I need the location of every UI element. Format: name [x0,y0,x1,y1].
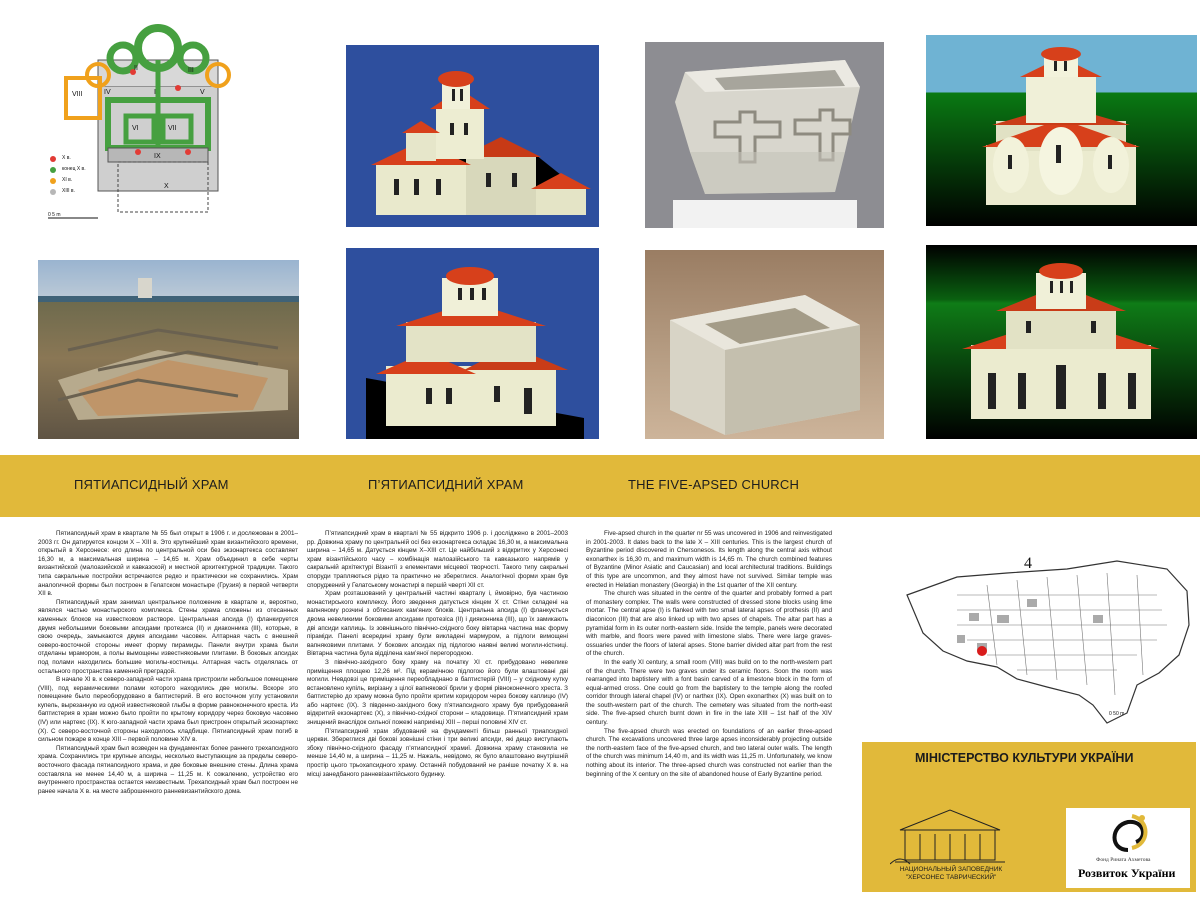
stone-font-excavated-photo [645,250,884,439]
text-column-english [586,530,832,779]
church-render-west [926,245,1197,439]
paragraph: In the early XI century, a small room (VIII) was build on to the north-western part of the church. There were two graves under its ceramic floors. Soon the room was rearranged into baptistery with a font basin carved of a limestone block in the form of equal-armed cross. One could go from the baptistery to the temple along the roofed corridor through lateral chapel (IV) or narthex (IX). Open exonarthex (X) was built on to the south-western part of the church. The cemetery was situated from the north-east side. The five-apsed church burnt down in fire in the late XIII – 1st half of the XIV century. [586,658,832,727]
fund-logo-card [1066,808,1190,888]
paragraph: Пятиапсидный храм занимал центральное положение в квартале и, вероятно, являлся частью монастырского комплекса. Стены храма сложены из отесанных каменных блоков на известковом растворе. Центральная апсида (I) фланкируется двумя небольшими боковыми апсидами протезиса (II) и диаконника (III), которые, в свою очередь, замыкаются двумя апсидами часовен. Алтарная часть с внешней северо-восточной стороны имеет форму пирамиды. Панели внутри храма были отделаны мрамором, а полы вымощены известняковыми плитами. В боковых апсидах под полами находились большие могилы-костницы. Алтарная часть отделялась от остального пространства каменной преградой. [38,598,298,675]
paragraph: Храм розташований у центральній частині кварталу і, ймовірно, був частиною монастирського комплексу. Його зведення датується кінцем X ст. Стіни складені на вапняному розчині з обтесаних кам’яних блоків. Центральна апсида (I) фланкується двома невеликими боковими апсидами протезіса (II) і дияконника (III), що їх замикають дві апсиди каплиць. Із зовнішнього північно-східного боку вівтарна частина має форму піраміди. Панелі всередині храму були викладені мармуром, а підлоги вимощені вапняковими плитами. У бокових апсидах під підлогою наявні великі могили-кістниці. Вівтарна частина була відділена кам’яної перегородкою. [307,590,568,658]
church-render-front [346,45,599,227]
plan-label-vi: VI [132,125,139,132]
legend-label: XIII в. [62,188,75,194]
reserve-line1: НАЦИОНАЛЬНЫЙ ЗАПОВЕДНИК [899,866,1003,873]
map-number: 4 [1024,555,1032,572]
plan-label-x: X [164,183,169,190]
paragraph: Пятиапсидный храм в квартале № 55 был открыт в 1906 г. и дослежован в 2001–2003 гг. Он датируется концом X – XIII в. Это крупнейший храм византийского времени, открытый в Херсонесе: его длина по центральной оси без экзонартекса составляет 16,30 м, а максимальная ширина – 14,65 м. Храм объединил в себе черты византийской (малоазийской и кавказской) и местной архитектурной традиции. Такого типа сакральные постройки встречаются редко и практически не сохранились. Храм аналогичной формы был построен в Гелатском монастыре (Грузия) в первой четверти XII в. [38,530,298,598]
fund-big-label: Розвиток України [1078,866,1176,880]
reserve-building-logo [890,800,1010,866]
text-column-russian [38,530,298,796]
plan-label-i: I [154,89,156,96]
title-english: THE FIVE-APSED CHURCH [628,477,800,492]
plan-label-ii: II [134,65,138,72]
paragraph: The five-apsed church was erected on foundations of an earlier three-apsed church. The excavations uncovered three large apses inconsiderably projecting outside the north-eastern face of the five-apsed church, and two lateral outer walls. The length of the church was minimum 14,40 m, and its width was 11,25 m. Unfortunately, we know nothing about its interior. The three-apsed church was constructed not earlier than the beginning of the X century on the site of abandoned house of Early Byzantine period. [586,727,832,778]
church-plan-diagram [38,20,266,228]
excavation-photo [38,260,299,439]
legend-item [50,186,86,197]
legend-item [50,153,86,164]
stone-font-photo [645,42,884,228]
plan-label-viii: VIII [72,91,83,98]
legend-swatch [50,156,56,162]
ministry-title: МІНІСТЕРСТВО КУЛЬТУРИ УКРАЇНИ [915,751,1134,765]
ministry-box [862,742,1196,892]
legend-swatch [50,189,56,195]
paragraph: П’ятиапсидний храм в кварталі № 55 відкрито 1906 р. і досліджено в 2001–2003 рр. Довжина храму по центральній осі без екзонартекса складає 16,30 м, а максимальна ширина – 14,65 м. Датується кінцем X–XIII ст. Це найбільший з відкритих у Херсонесі храм візантійського часу – комбінація малоазійського та кавказького напрямів у сакральній архітектурі Візантії з елементами місцевої творчості. Такого типу сакральні споруди трапляються рідко та практично не збереглися. Аналогічної форми храм був споруджений у Гелатському монастирі в першій чверті XII ст. [307,530,568,589]
plan-label-iii: III [188,67,194,74]
legend-label: XI в. [62,177,73,183]
paragraph: The church was situated in the centre of the quarter and probably formed a part of monastery complex. The walls were constructed of dressed stone blocks using lime mortar. The central apse (I) is flanked with two small lateral apses of prothesis (II) and diaconicon (III) that are also linked up with two apses of chapels. The altar part has a pyramidal form in its outer north-eastern side. Inside the temple, panels were decorated with marble, and floors were paved with limestone slabs. There were large graves-ossuaries under the floors of lateral apses. Stone barrier divided altar part from the rest of the church. [586,590,832,658]
fund-small-label: Фонд Рината Ахметова [1096,857,1151,863]
church-render-south [346,248,599,439]
legend-label: X в. [62,155,71,161]
church-render-east [926,35,1197,226]
plan-scale: 0 5 m [48,212,61,218]
title-ukrainian: П’ЯТИАПСИДНИЙ ХРАМ [368,477,524,492]
fund-swirl-icon [1066,808,1190,858]
plan-label-v: V [200,89,205,96]
reserve-label [866,866,1036,882]
plan-label-ix: IX [154,153,161,160]
title-band [0,455,1200,517]
legend-label: конец X в. [62,166,86,172]
paragraph: В начале XI в. к северо-западной части храма пристроили небольшое помещение (VIII), под керамическими полами которого находились две могилы. Вскоре это помещение было переоборудовано в баптистерий. В его восточном углу установили купель, вырезанную из одной известняковой глыбы в форме равноконечного креста. Из баптистерия в храм можно было пройти по крытому коридору через боковую часовню (IV) или нартекс (IX). К юго-западной части храма был пристроен открытый экзонартекс (X). С северо-восточной стороны находилось кладбище. Пятиапсидный храм погиб в сильном пожаре в конце XIII – первой половине XIV в. [38,676,298,744]
site-map [897,555,1195,725]
paragraph: З північно-західного боку храму на початку XI ст. прибудовано невелике приміщення площею 12,26 м². Під керамічною підлогою його були влаштовані дві могили. Невдовзі це приміщення переобладнано в баптистерій (VIII) – у східному кутку встановлено купіль, вирізану з цілої вапнякової брили у формі рівноконечного хреста. З баптистерію до храму можна було пройти критим коридором через бокову каплицю (IV) або нартекс (IX). З південно-західного боку п’ятиапсидного храму був прибудований відкритий екзонартекс (X), з північно-східної сторони – кладовище. П’ятиапсидний храм знищений внаслідок сильної пожежі наприкінці XIII – перші половині XIV ст. [307,658,568,727]
legend-swatch [50,167,56,173]
plan-label-iv: IV [104,89,111,96]
plan-label-vii: VII [168,125,177,132]
legend-item [50,175,86,186]
legend-swatch [50,178,56,184]
title-russian: ПЯТИАПСИДНЫЙ ХРАМ [74,477,229,492]
reserve-line2: "ХЕРСОНЕС ТАВРИЧЕСКИЙ" [905,874,997,881]
paragraph: П’ятиапсидний храм збудований на фундаменті більш ранньої триапсидної церкви. Збереглися дві бокові зовнішні стіни і три великі апсиди, які дещо виступають збоку північно-східного фасаду п’ятиапсидної храмиї. Довжина храму становила не менше 14,40 м, а ширина – 11,25 м. Нажаль, невідомо, як було влаштовано внутрішній простір цього трьохапсидного храму. Останній побудований не раніше початку X в. на місці занедбаного ранневізантійського будинку. [307,727,568,778]
paragraph: Пятиапсидный храм был возведен на фундаментах более раннего трехапсидного храма. Сохранились три крупные апсиды, несколько выступающие за пределы северо-восточного фасада пятиапсидного храма, и две боковые внешние стены. Длина храма составляла не менее 14,40 м, а ширина – 11,25 м. К сожалению, устройство его внутреннего пространства остается неизвестным. Трехапсидный храм был построен не ранее начала X в. на месте заброшенного ранневизантийского дома. [38,744,298,795]
plan-legend [50,153,86,197]
text-column-ukrainian [307,530,568,779]
map-scale: 0 50 m [1109,711,1125,717]
paragraph: Five-apsed church in the quarter nr 55 was uncovered in 1906 and reinvestigated in 2001-2003. It dates back to the late X – XIII centuries. This is the largest church of Byzantine period discovered in Chersonesos. Its length along the central axis without exonarthex is 16,30 m, and maximum width is 14,65 m. The church combined features of Byzantine (Minor Asiatic and Caucasian) and local architectural traditions. Buildings of this type are uncommon, and they almost have not survived. Similar temple was erected in Helatian monastery (Georgia) in the 1st quarter of the XII century. [586,530,832,589]
legend-item [50,164,86,175]
